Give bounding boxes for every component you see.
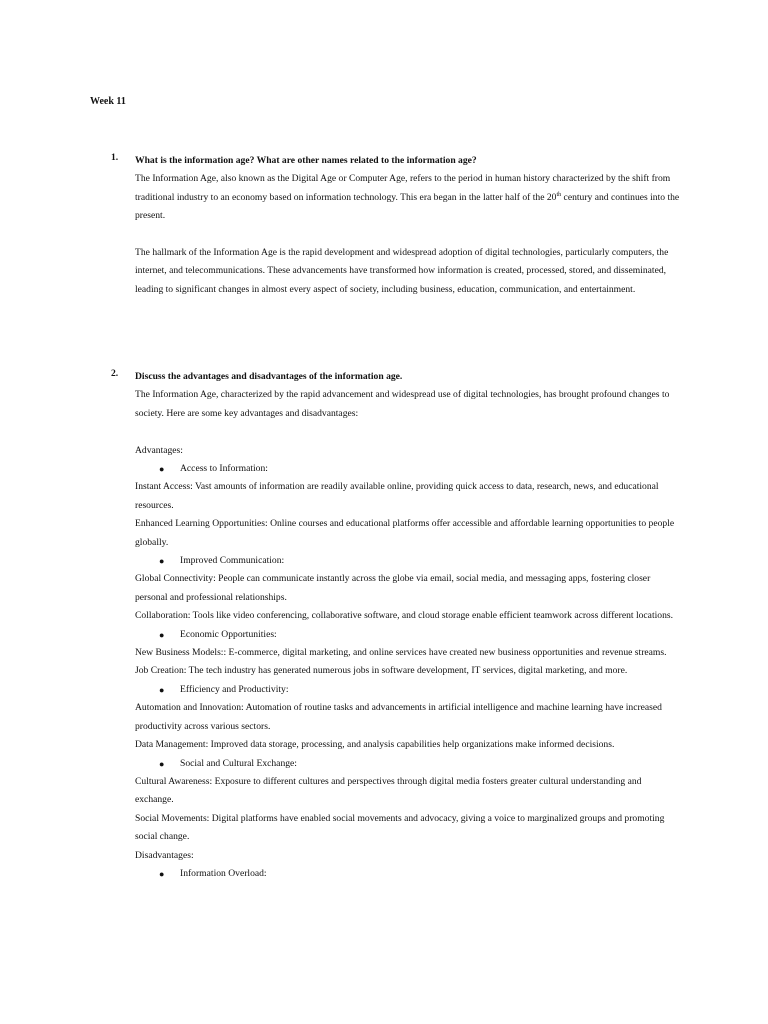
disadvantages-label: Disadvantages: [135, 849, 194, 861]
list-item: Enhanced Learning Opportunities: Online courses and educational platforms offer accessible and affordable learning opportunities to people globally. [135, 518, 675, 548]
list-item: Collaboration: Tools like video conferencing, collaborative software, and cloud storage enable efficient teamwork across different locations. [135, 610, 673, 622]
list-item [135, 460, 680, 478]
list-item: Data Management: Improved data storage, processing, and analysis capabilities help organizations make informed decisions. [135, 739, 615, 751]
bullet-heading: Efficiency and Productivity: [180, 683, 289, 695]
list-item: Cultural Awareness: Exposure to different cultures and perspectives through digital media fosters greater cultural understanding and exchange. [135, 775, 642, 806]
list-item [135, 755, 680, 773]
list-item [135, 865, 680, 883]
bullet-heading: Improved Communication: [180, 555, 285, 567]
list-item: Instant Access: Vast amounts of information are readily available online, providing quick access to data, research, news, and educational resources. [135, 481, 659, 511]
bullet-heading: Information Overload: [180, 867, 267, 879]
list-item [135, 681, 680, 699]
bullet-heading: Social and Cultural Exchange: [180, 757, 297, 769]
bullet-heading: Economic Opportunities: [180, 628, 277, 640]
question-1-section [135, 152, 680, 299]
bullet-heading: Access to Information: [180, 463, 268, 475]
list-item [135, 552, 680, 570]
superscript: th [556, 191, 562, 198]
advantages-label: Advantages: [135, 444, 183, 456]
question-1-paragraph-2: The hallmark of the Information Age is the rapid development and widespread adoption of digital technologies, particularly computers, the internet, and telecommunications. These advancements have transformed how information is created, processed, stored, and disseminated, leading to significant changes in almost every aspect of society, including business, education, communication, and entertainment. [135, 247, 669, 295]
paragraph-text: century and continues into the present. [135, 191, 680, 222]
list-item: Social Movements: Digital platforms have enabled social movements and advocacy, giving a voice to marginalized groups and promoting social change. [135, 812, 665, 843]
list-item: Job Creation: The tech industry has generated numerous jobs in software development, IT services, digital marketing, and more. [135, 665, 628, 677]
paragraph-text: The Information Age, also known as the Digital Age or Computer Age, refers to the period in human history characterized by the shift from traditional industry to an economy based on information technology. This era began in the latter half of the 20 [135, 173, 671, 203]
page-title: Week 11 [90, 96, 126, 107]
question-1-title: What is the information age? What are other names related to the information age? [135, 155, 477, 166]
bullet-icon: ● [159, 868, 165, 879]
question-2-section [135, 368, 680, 883]
list-item [135, 626, 680, 644]
bullet-icon: ● [159, 758, 165, 769]
question-2-number: 2. [111, 368, 119, 379]
question-1-number: 1. [111, 152, 119, 163]
list-item: New Business Models:: E-commerce, digital marketing, and online services have created new business opportunities and revenue streams. [135, 647, 667, 659]
question-2-intro: The Information Age, characterized by the rapid advancement and widespread use of digital technologies, has brought profound changes to society. Here are some key advantages and disadvantages: [135, 389, 670, 419]
bullet-icon: ● [159, 556, 165, 567]
bullet-icon: ● [159, 629, 165, 640]
bullet-icon: ● [159, 684, 165, 695]
list-item: Automation and Innovation: Automation of routine tasks and advancements in artificial intelligence and machine learning have increased productivity across various sectors. [135, 702, 662, 732]
bullet-icon: ● [159, 464, 165, 475]
question-1-paragraph-1 [135, 170, 680, 225]
list-item: Global Connectivity: People can communicate instantly across the globe via email, social media, and messaging apps, fostering closer personal and professional relationships. [135, 573, 651, 603]
question-2-title: Discuss the advantages and disadvantages of the information age. [135, 371, 403, 382]
